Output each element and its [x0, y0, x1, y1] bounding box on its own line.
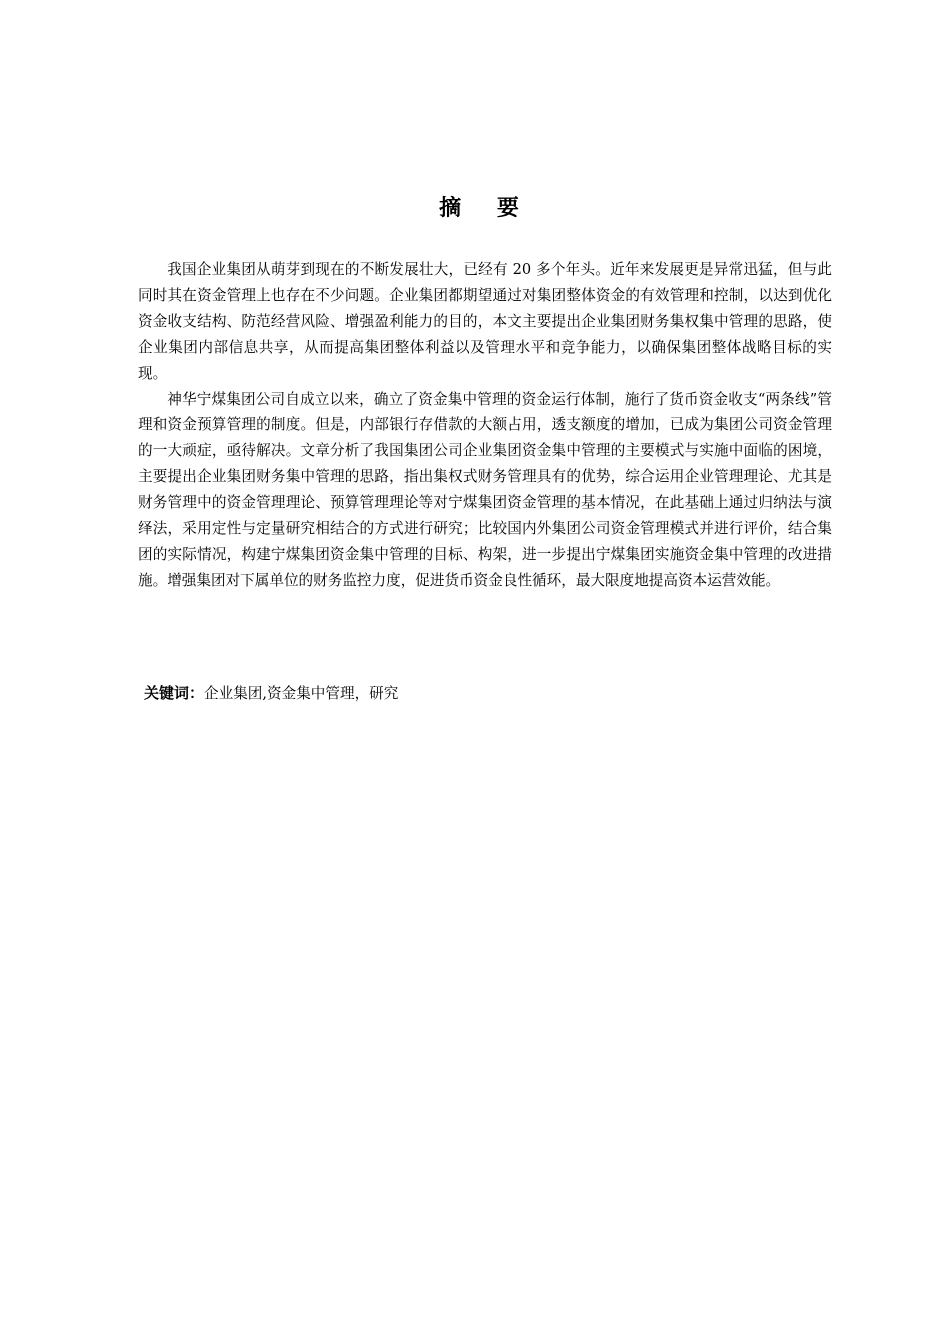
abstract-paragraph-2: 神华宁煤集团公司自成立以来，确立了资金集中管理的资金运行体制，施行了货币资金收支“两条线”管理和资金预算管理的制度。但是，内部银行存借款的大额占用，透支额度的增加，已成为集团公司资金管理的一大顽症，亟待解决。文章分析了我国集团公司企业集团资金集中管理的主要模式与实施中面临的困境，主要提出企业集团财务集中管理的思路，指出集权式财务管理具有的优势，综合运用企业管理理论、尤其是财务管理中的资金管理理论、预算管理理论等对宁煤集团资金管理的基本情况，在此基础上通过归纳法与演绎法，采用定性与定量研究相结合的方式进行研究；比较国内外集团公司资金管理模式并进行评价，结合集团的实际情况，构建宁煤集团资金集中管理的目标、构架，进一步提出宁煤集团实施资金集中管理的改进措施。增强集团对下属单位的财务监控力度，促进货币资金良性循环，最大限度地提高资本运营效能。 [138, 390, 832, 589]
abstract-title: 摘 要 [439, 195, 533, 221]
keywords-line [144, 681, 834, 706]
keywords-label: 关键词： [144, 684, 205, 702]
abstract-paragraph-1: 我国企业集团从萌芽到现在的不断发展壮大，已经有 20 多个年头。近年来发展更是异常迅猛，但与此同时其在资金管理上也存在不少问题。企业集团都期望通过对集团整体资金的有效管理和控制，以达到优化资金收支结构、防范经营风险、增强盈利能力的目的，本文主要提出企业集团财务集权集中管理的思路，使企业集团内部信息共享，从而提高集团整体利益以及管理水平和竞争能力，以确保集团整体战略目标的实现。 [138, 261, 832, 382]
abstract-body [138, 257, 832, 594]
keywords-value: 企业集团,资金集中管理，研究 [204, 685, 399, 702]
